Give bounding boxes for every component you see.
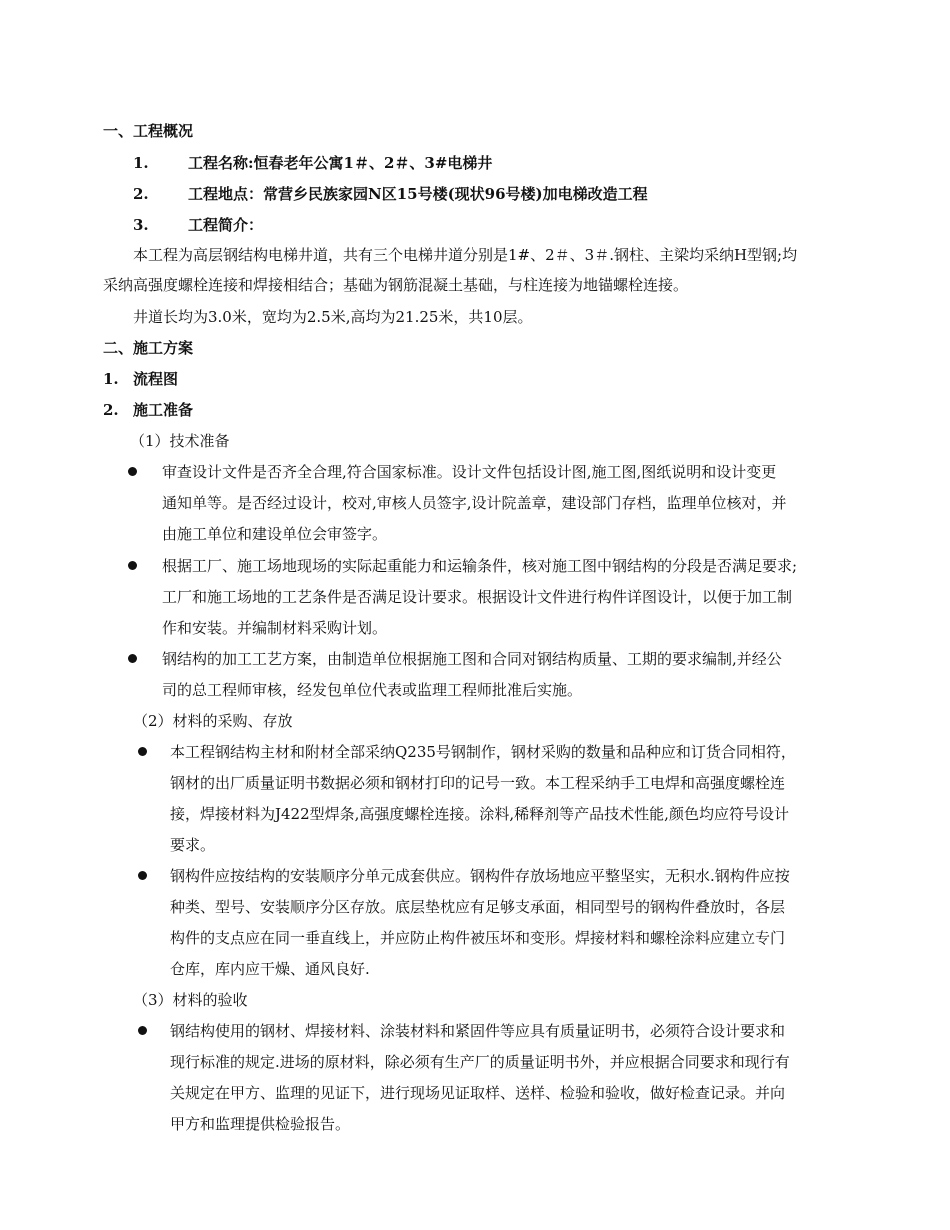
project-intro-label: 工程简介：: [188, 216, 264, 234]
step-1-number: 1.: [103, 370, 119, 388]
item-3-number: 3.: [133, 216, 149, 234]
subsection-acceptance-title: （3）材料的验收: [133, 991, 248, 1009]
bullet-dot: [138, 1026, 147, 1035]
paragraph-line: 作和安装。并编制材料采购计划。: [162, 619, 388, 637]
section-1-heading: 一、工程概况: [103, 122, 194, 140]
bullet-dot: [128, 654, 137, 663]
project-location: 工程地点：常营乡民族家园N区15号楼(现状96号楼)加电梯改造工程: [188, 185, 648, 203]
paragraph-line: 司的总工程师审核，经发包单位代表或监理工程师批准后实施。: [162, 681, 583, 699]
paragraph-line: 根据工厂、施工场地现场的实际起重能力和运输条件，核对施工图中钢结构的分段是否满足要求;: [162, 557, 798, 575]
paragraph-line: 本工程钢结构主材和附材全部采纳Q235号钢制作，钢材采购的数量和品种应和订货合同相符，: [170, 743, 796, 761]
paragraph-line: 接，焊接材料为J422型焊条,高强度螺栓连接。涂料,稀释剂等产品技术性能,颜色均应符号设计: [170, 805, 789, 823]
paragraph-line: 钢材的出厂质量证明书数据必须和钢材打印的记号一致。本工程采纳手工电焊和高强度螺栓连: [170, 774, 786, 792]
bullet-dot: [128, 561, 137, 570]
subsection-technical-title: （1）技术准备: [130, 432, 230, 450]
intro-line-3: 井道长均为3.0米，宽均为2.5米,高均为21.25米，共10层。: [133, 308, 533, 326]
paragraph-line: 仓库，库内应干燥、通风良好.: [170, 960, 370, 978]
item-2-number: 2.: [133, 185, 149, 203]
paragraph-line: 现行标准的规定.进场的原材料，除必须有生产厂的质量证明书外，并应根据合同要求和现行有: [170, 1053, 790, 1071]
bullet-dot: [138, 871, 147, 880]
bullet-dot: [128, 467, 137, 476]
subsection-materials-title: （2）材料的采购、存放: [133, 712, 293, 730]
item-1-number: 1.: [133, 154, 149, 172]
flowchart-heading: 流程图: [133, 370, 179, 388]
intro-line-1: 本工程为高层钢结构电梯井道，共有三个电梯井道分别是1#、2＃、3＃.钢柱、主梁均采纳H型钢;均: [133, 246, 798, 264]
paragraph-line: 审查设计文件是否齐全合理,符合国家标准。设计文件包括设计图,施工图,图纸说明和设计变更: [162, 463, 777, 481]
paragraph-line: 甲方和监理提供检验报告。: [170, 1115, 351, 1133]
intro-line-2: 采纳高强度螺栓连接和焊接相结合；基础为钢筋混凝土基础，与柱连接为地锚螺栓连接。: [103, 276, 689, 294]
project-name: 工程名称:恒春老年公寓1＃、2＃、3#电梯井: [188, 154, 493, 172]
paragraph-line: 要求。: [170, 836, 216, 854]
bullet-dot: [138, 747, 147, 756]
paragraph-line: 工厂和施工场地的工艺条件是否满足设计要求。根据设计文件进行构件详图设计，以便于加工制: [162, 588, 793, 606]
paragraph-line: 钢构件应按结构的安装顺序分单元成套供应。钢构件存放场地应平整坚实，无积水.钢构件应按: [170, 867, 790, 885]
section-2-heading: 二、施工方案: [103, 339, 194, 357]
preparation-heading: 施工准备: [133, 401, 194, 419]
paragraph-line: 由施工单位和建设单位会审签字。: [162, 525, 388, 543]
paragraph-line: 钢结构使用的钢材、焊接材料、涂装材料和紧固件等应具有质量证明书，必须符合设计要求和: [170, 1022, 786, 1040]
paragraph-line: 种类、型号、安装顺序分区存放。底层垫枕应有足够支承面，相同型号的钢构件叠放时，各层: [170, 898, 786, 916]
paragraph-line: 通知单等。是否经过设计，校对,审核人员签字,设计院盖章，建设部门存档，监理单位核对，并: [162, 494, 787, 512]
paragraph-line: 钢结构的加工工艺方案，由制造单位根据施工图和合同对钢结构质量、工期的要求编制,并经公: [162, 650, 782, 668]
paragraph-line: 关规定在甲方、监理的见证下，进行现场见证取样、送样、检验和验收，做好检查记录。并向: [170, 1084, 786, 1102]
paragraph-line: 构件的支点应在同一垂直线上，并应防止构件被压坏和变形。焊接材料和螺栓涂料应建立专门: [170, 929, 786, 947]
step-2-number: 2.: [103, 401, 119, 419]
